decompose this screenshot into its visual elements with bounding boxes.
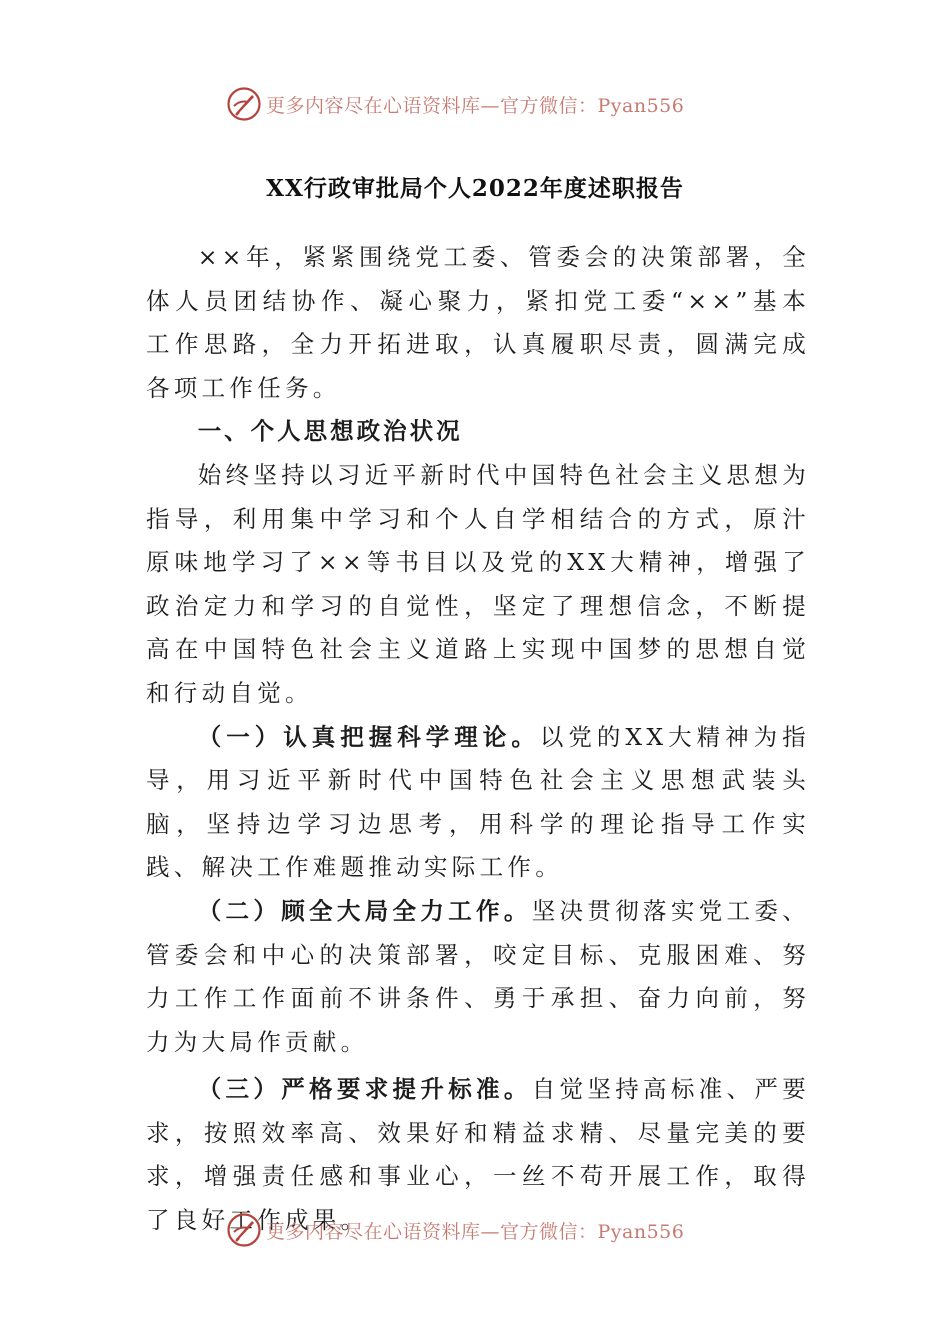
item-body: 自觉坚持高标准、严要求，按照效率高、效果好和精益求精、尽量完美的要求，增强责任感和事业心，一丝不苟开展工作，取得了良好工作成果。 xyxy=(146,1075,811,1235)
intro-paragraph: ××年，紧紧围绕党工委、管委会的决策部署，全体人员团结协作、凝心聚力，紧扣党工委“××”基本工作思路，全力开拓进取，认真履职尽责，圆满完成各项工作任务。 xyxy=(146,243,810,402)
document-title: XX行政审批局个人2022年度述职报告 xyxy=(266,175,684,202)
item-body: 以党的XX大精神为指导，用习近平新时代中国特色社会主义思想武装头脑，坚持边学习边思考，用科学的理论指导工作实践、解决工作难题推动实际工作。 xyxy=(146,722,810,882)
watermark-text: 更多内容尽在心语资料库—官方微信：Pyan556 xyxy=(266,94,685,117)
item-paragraph-2 xyxy=(146,890,810,1064)
item-lead: （一）认真把握科学理论。 xyxy=(197,722,540,751)
header-watermark xyxy=(226,86,786,122)
watermark-text: 更多内容尽在心语资料库—官方微信：Pyan556 xyxy=(266,1220,685,1243)
document-body xyxy=(146,236,810,1243)
item-lead: （三）严格要求提升标准。 xyxy=(197,1075,532,1104)
section-heading: 一、个人思想政治状况 xyxy=(197,417,463,446)
footer-watermark xyxy=(226,1212,786,1248)
item-lead: （二）顾全大局全力工作。 xyxy=(197,896,532,925)
quill-pen-logo-icon xyxy=(226,86,262,122)
quill-pen-logo-icon xyxy=(226,1212,262,1248)
section-paragraph: 始终坚持以习近平新时代中国特色社会主义思想为指导，利用集中学习和个人自学相结合的方式，原汁原味地学习了××等书目以及党的XX大精神，增强了政治定力和学习的自觉性，坚定了理想信念，不断提高在中国特色社会主义道路上实现中国梦的思想自觉和行动自觉。 xyxy=(146,460,810,707)
item-paragraph-1 xyxy=(146,716,810,890)
item-body: 坚决贯彻落实党工委、管委会和中心的决策部署，咬定目标、克服困难、努力工作工作面前不讲条件、勇于承担、奋力向前，努力为大局作贡献。 xyxy=(146,896,811,1056)
